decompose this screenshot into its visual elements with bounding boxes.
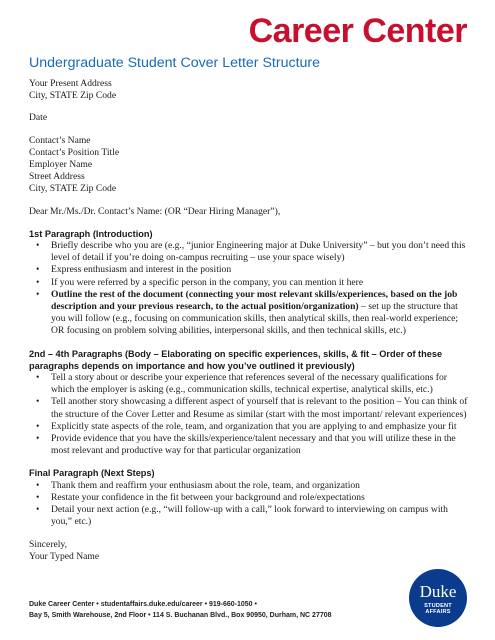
contact-line: Contact’s Name [29, 134, 91, 146]
section-heading-body: 2nd – 4th Paragraphs (Body – Elaborating on specific experiences, skills, & fit – Order of these paragraphs depends on importance and how you’ve outlined it previously) [29, 348, 443, 371]
list-item: • Tell a story about or describe your experience that references several of the necessary qualifications for which the employer is asking (e.g., communication skills, technical expertise, analytical skills, etc.) [29, 372, 471, 396]
footer-line: Duke Career Center • studentaffairs.duke.edu/career • 919-660-1050 • [29, 601, 257, 608]
closing: Sincerely, [29, 538, 68, 550]
contact-line: Street Address [29, 171, 85, 183]
list-item: • Tell another story showcasing a different aspect of yourself that is relevant to the position – You can think of the structure of the Cover Letter and Resume as similar (start with the most important/ relevant experiences) [29, 396, 471, 420]
date-line: Date [29, 112, 48, 124]
career-center-title: Career Center [248, 12, 467, 50]
intro-bullet-list [29, 240, 471, 338]
list-item: • Restate your confidence in the fit between your background and role/expectations [29, 492, 471, 504]
section-heading-final: Final Paragraph (Next Steps) [29, 468, 155, 479]
address-line: Your Present Address [29, 78, 112, 89]
contact-line: Contact’s Position Title [29, 146, 120, 158]
list-item: • If you were referred by a specific person in the company, you can mention it here [29, 277, 471, 289]
section-heading-intro: 1st Paragraph (Introduction) [29, 228, 153, 239]
footer-contact [29, 600, 332, 621]
cover-letter-body [29, 78, 471, 563]
logo-subtitle-line: AFFAIRS [425, 609, 451, 616]
address-line: City, STATE Zip Code [29, 90, 117, 102]
salutation: Dear Mr./Ms./Dr. Contact’s Name: (OR “Dear Hiring Manager”), [29, 205, 281, 217]
list-item: • Express enthusiasm and interest in the position [29, 264, 471, 276]
final-bullet-list [29, 480, 471, 529]
list-item: • Thank them and reaffirm your enthusiasm about the role, team, and organization [29, 480, 471, 492]
list-item [29, 289, 471, 338]
contact-line: City, STATE Zip Code [29, 183, 117, 195]
body-bullet-list [29, 372, 471, 457]
logo-subtitle-line: STUDENT [424, 603, 452, 609]
list-item: • Detail your next action (e.g., “will follow-up with a call,” look forward to interviewing on campus with you,” etc.) [29, 504, 471, 528]
page-title: Undergraduate Student Cover Letter Structure [29, 55, 321, 71]
contact-line: Employer Name [29, 159, 93, 171]
list-item: • Briefly describe who you are (e.g., “junior Engineering major at Duke University” – but you don’t need this level of detail if you’re doing on-campus recruiting – use your space wisely) [29, 240, 471, 264]
list-item: • Provide evidence that you have the skills/experience/talent necessary and that you will utilize these in the most relevant and productive way for that particular organization [29, 433, 471, 457]
logo-subtitle [409, 603, 467, 616]
list-item: • Explicitly state aspects of the role, team, and organization that you are applying to and emphasize your fit [29, 421, 471, 433]
footer-line: Bay 5, Smith Warehouse, 2nd Floor • 114 S. Buchanan Blvd., Box 90950, Durham, NC 27708 [29, 611, 332, 619]
logo-wordmark: Duke [419, 582, 457, 601]
signature: Your Typed Name [29, 550, 100, 562]
list-item-text: – set up the structure that you will follow (e.g., focusing on communication skills, then analytical skills, then real-world experience; OR focusing on problem solving abilities, interpersonal skills, and then technical skills, etc.) [51, 301, 459, 337]
bold-text: Outline the rest of the document (connecting your most relevant skills/experiences, based on the job description and your previous research, to the actual position/organization) [51, 288, 458, 313]
duke-student-affairs-logo [409, 569, 467, 627]
